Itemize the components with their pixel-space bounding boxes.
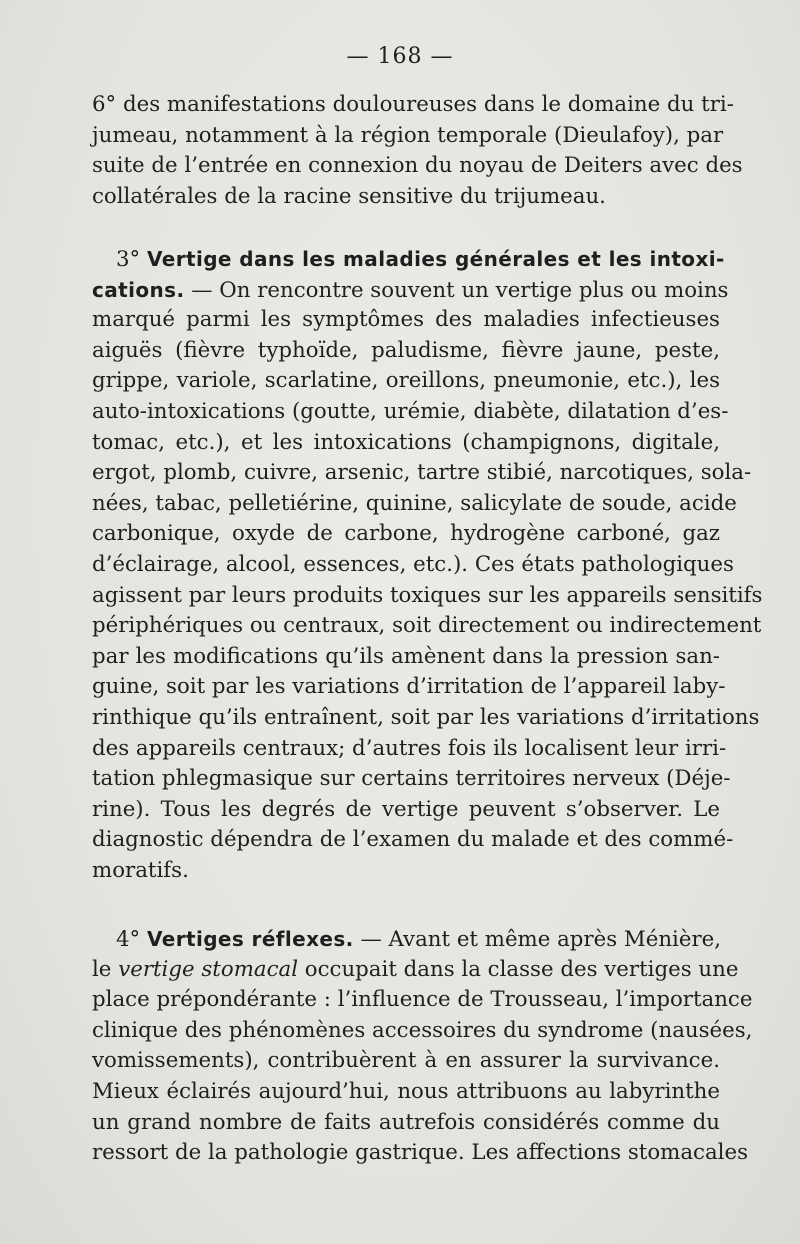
text-line: guine, soit par les variations d’irritation de l’appareil laby- [92, 674, 726, 700]
text-line: rine). Tous les degrés de vertige peuvent s’observer. Le [92, 796, 720, 822]
text-line: des appareils centraux; d’autres fois ils localisent leur irri- [92, 735, 727, 761]
text-line: tomac, etc.), et les intoxications (champignons, digitale, [92, 429, 720, 455]
text-line: périphériques ou centraux, soit directement ou indirectement [92, 613, 762, 639]
text-line: collatérales de la racine sensitive du trijumeau. [92, 183, 606, 209]
text-segment: occupait dans la classe des vertiges une [298, 956, 739, 982]
text-line: tation phlegmasique sur certains territoires nerveux (Déje- [92, 766, 731, 792]
text-line: un grand nombre de faits autrefois considérés comme du [92, 1109, 720, 1135]
text-line: jumeau, notamment à la région temporale (Dieulafoy), par [92, 122, 724, 148]
section-number: 4° [116, 927, 141, 952]
text-line: place prépondérante : l’influence de Trousseau, l’importance [92, 987, 753, 1013]
text-line: carbonique, oxyde de carbone, hydrogène carboné, gaz [92, 521, 720, 547]
text-line [92, 955, 739, 986]
text-line: grippe, variole, scarlatine, oreillons, pneumonie, etc.), les [92, 368, 720, 394]
section-heading: Vertige dans les maladies générales et les intoxi- [146, 247, 725, 271]
text-line: d’éclairage, alcool, essences, etc.). Ces états pathologiques [92, 551, 734, 577]
text-segment: — Avant et même après Ménière, [353, 927, 722, 952]
text-line: ergot, plomb, cuivre, arsenic, tartre stibié, narcotiques, sola- [92, 460, 752, 486]
text-line: moratifs. [92, 857, 189, 883]
text-line: nées, tabac, pelletiérine, quinine, salicylate de soude, acide [92, 490, 737, 516]
text-line: suite de l’entrée en connexion du noyau de Deiters avec des [92, 153, 743, 179]
section-heading-line [92, 924, 720, 955]
text-line: clinique des phénomènes accessoires du syndrome (nausées, [92, 1017, 753, 1043]
text-line [92, 275, 729, 306]
text-line: Mieux éclairés aujourd’hui, nous attribuons au labyrinthe [92, 1078, 720, 1104]
text-line: ressort de la pathologie gastrique. Les affections stomacales [92, 1140, 749, 1166]
section-reflex-vertigo [92, 924, 753, 1169]
text-line: auto-intoxications (goutte, urémie, diabète, dilatation d’es- [92, 398, 729, 424]
text-line: vomissements), contribuèrent à en assurer la survivance. [92, 1048, 720, 1074]
text-line: rinthique qu’ils entraînent, soit par les variations d’irritations [92, 704, 760, 730]
text-line: aiguës (fièvre typhoïde, paludisme, fièvre jaune, peste, [92, 337, 720, 363]
paragraph-trigeminal [92, 90, 743, 212]
text-line: par les modifications qu’ils amènent dans la pression san- [92, 643, 720, 669]
text-line: 6° des manifestations douloureuses dans le domaine du tri- [92, 92, 734, 117]
text-segment: — On rencontre souvent un vertige plus ou moins [184, 277, 729, 303]
page-number: — 168 — [346, 44, 454, 69]
text-segment: le [92, 956, 119, 982]
section-general-diseases [92, 244, 763, 886]
section-heading-line [92, 244, 725, 275]
text-line: diagnostic dépendra de l’examen du malade et des commé- [92, 827, 734, 853]
section-heading-cont: cations. [92, 277, 185, 302]
text-line: marqué parmi les symptômes des maladies infectieuses [92, 307, 720, 333]
section-heading: Vertiges réflexes. [146, 927, 354, 951]
text-line: agissent par leurs produits toxiques sur les appareils sensitifs [92, 582, 763, 608]
italic-term: vertige stomacal [118, 956, 299, 982]
section-number: 3° [116, 247, 141, 272]
